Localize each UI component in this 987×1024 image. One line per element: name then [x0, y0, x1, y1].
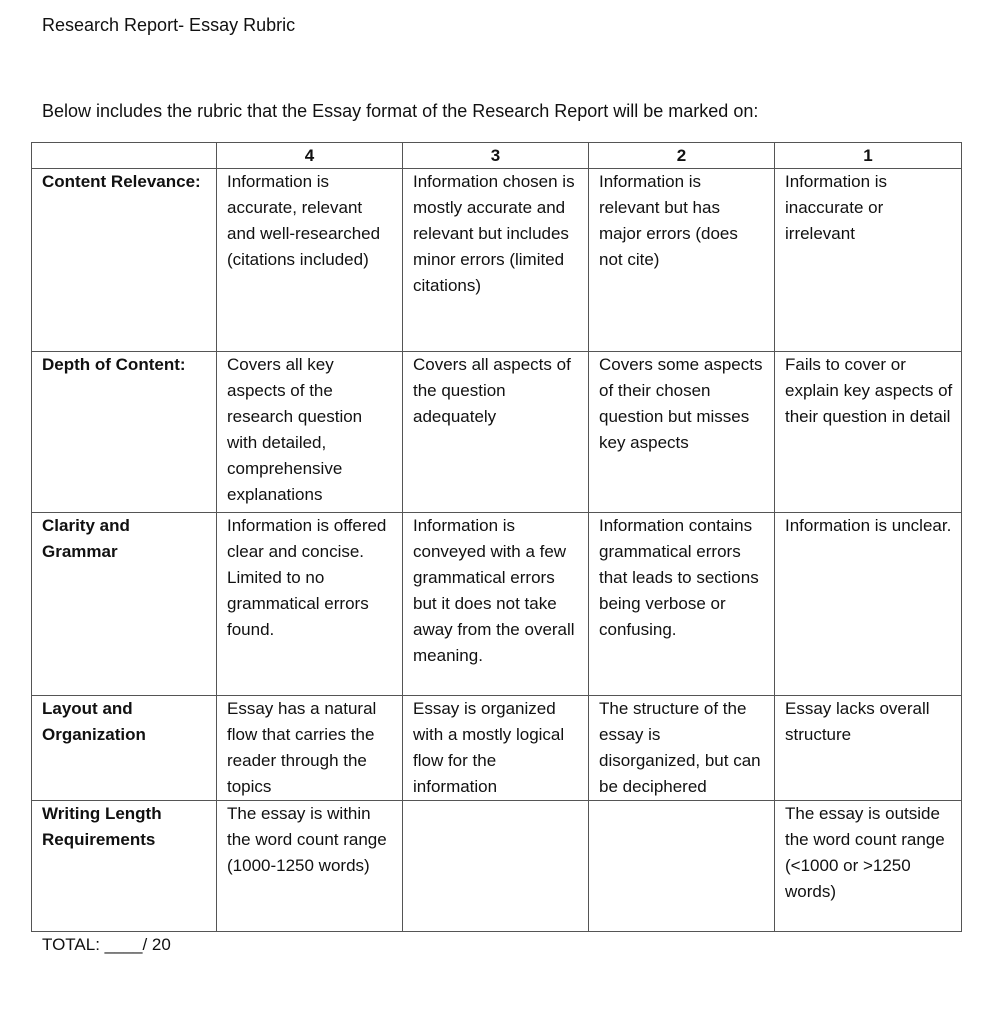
rubric-cell-score-3: Essay is organized with a mostly logical flow for the information	[403, 696, 589, 801]
criterion-label: Depth of Content:	[32, 352, 217, 513]
rubric-cell-score-1: Essay lacks overall structure	[775, 696, 962, 801]
rubric-cell-score-2: Information is relevant but has major errors (does not cite)	[589, 169, 775, 352]
rubric-cell-score-1: Information is inaccurate or irrelevant	[775, 169, 962, 352]
intro-text: Below includes the rubric that the Essay format of the Research Report will be marked on:	[42, 101, 759, 121]
rubric-row-layout-and-organization	[32, 696, 962, 801]
rubric-cell-score-4: Essay has a natural flow that carries the reader through the topics	[217, 696, 403, 801]
header-criterion-cell	[32, 143, 217, 169]
rubric-row-content-relevance	[32, 169, 962, 352]
rubric-cell-score-3: Covers all aspects of the question adequately	[403, 352, 589, 513]
rubric-cell-score-1: Fails to cover or explain key aspects of their question in detail	[775, 352, 962, 513]
rubric-cell-score-4: Information is offered clear and concise. Limited to no grammatical errors found.	[217, 513, 403, 696]
rubric-cell-score-2: Covers some aspects of their chosen question but misses key aspects	[589, 352, 775, 513]
rubric-row-writing-length	[32, 801, 962, 932]
criterion-label: Content Relevance:	[32, 169, 217, 352]
criterion-label: Writing Length Requirements	[32, 801, 217, 932]
rubric-cell-score-4: The essay is within the word count range (1000-1250 words)	[217, 801, 403, 932]
rubric-row-clarity-and-grammar	[32, 513, 962, 696]
rubric-row-depth-of-content	[32, 352, 962, 513]
rubric-cell-score-1: Information is unclear.	[775, 513, 962, 696]
rubric-cell-score-2: Information contains grammatical errors that leads to sections being verbose or confusing.	[589, 513, 775, 696]
criterion-label: Layout and Organization	[32, 696, 217, 801]
total-score-line: TOTAL: ____/ 20	[42, 935, 171, 954]
score-header-3: 3	[403, 143, 589, 169]
score-header-4: 4	[217, 143, 403, 169]
criterion-label: Clarity and Grammar	[32, 513, 217, 696]
score-header-1: 1	[775, 143, 962, 169]
rubric-cell-score-3	[403, 801, 589, 932]
document-title: Research Report- Essay Rubric	[42, 15, 296, 35]
rubric-table	[31, 142, 962, 932]
rubric-cell-score-1: The essay is outside the word count range (<1000 or >1250 words)	[775, 801, 962, 932]
rubric-cell-score-3: Information chosen is mostly accurate and relevant but includes minor errors (limited citations)	[403, 169, 589, 352]
score-header-2: 2	[589, 143, 775, 169]
rubric-cell-score-2	[589, 801, 775, 932]
score-header-row	[32, 143, 962, 169]
rubric-cell-score-2: The structure of the essay is disorganized, but can be deciphered	[589, 696, 775, 801]
rubric-cell-score-4: Covers all key aspects of the research question with detailed, comprehensive explanations	[217, 352, 403, 513]
rubric-cell-score-4: Information is accurate, relevant and well-researched (citations included)	[217, 169, 403, 352]
rubric-cell-score-3: Information is conveyed with a few grammatical errors but it does not take away from the overall meaning.	[403, 513, 589, 696]
